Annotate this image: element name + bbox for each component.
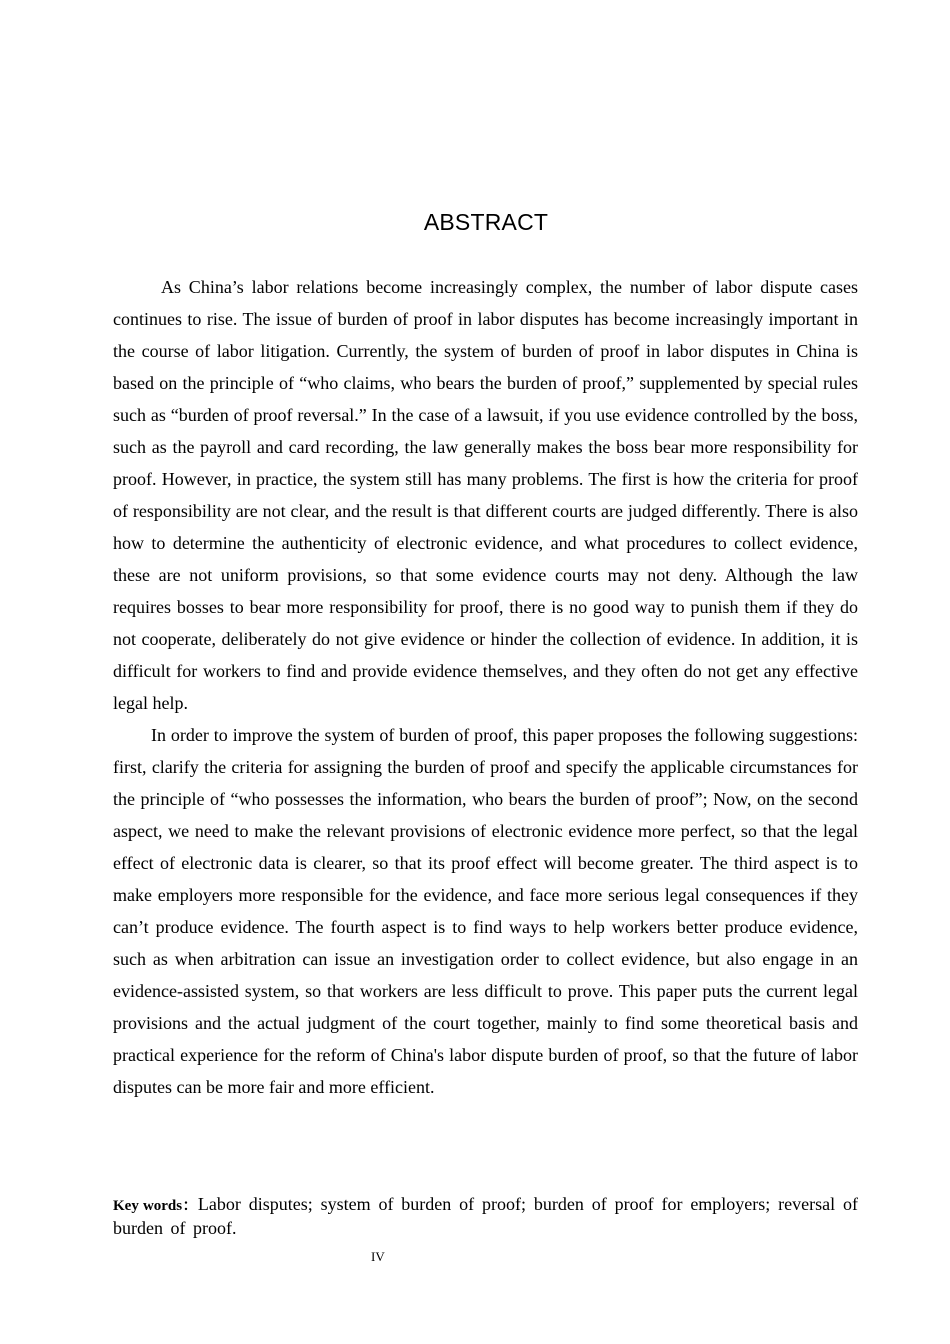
abstract-heading: ABSTRACT (423, 209, 549, 235)
keywords-text: Labor disputes; system of burden of proof; burden of proof for employers; reversal of burden of proof. (113, 1194, 858, 1238)
abstract-paragraph-2: In order to improve the system of burden of proof, this paper proposes the following suggestions: first, clarify the criteria for assigning the burden of proof and specify the applicable circumstances for the principle of “who possesses the information, who bears the burden of proof”; Now, on the second aspect, we need to make the relevant provisions of electronic evidence more perfect, so that the legal effect of electronic data is clearer, so that its proof effect will become greater. The third aspect is to make employers more responsible for the evidence, and face more serious legal consequences if they can’t produce evidence. The fourth aspect is to find ways to help workers better produce evidence, such as when arbitration can issue an investigation order to collect evidence, but also engage in an evidence-assisted system, so that workers are less difficult to prove. This paper puts the current legal provisions and the actual judgment of the court together, mainly to find some theoretical basis and practical experience for the reform of China's labor dispute burden of proof, so that the future of labor disputes can be more fair and more efficient. (113, 725, 858, 1097)
page-number: IV (371, 1249, 385, 1264)
keywords-line (113, 1193, 858, 1239)
keywords-label: Key words： (113, 1198, 198, 1214)
abstract-paragraph-1: As China’s labor relations become increasingly complex, the number of labor dispute cases continues to rise. The issue of burden of proof in labor disputes has become increasingly important in the course of labor litigation. Currently, the system of burden of proof in labor disputes in China is based on the principle of “who claims, who bears the burden of proof,” supplemented by special rules such as “burden of proof reversal.” In the case of a lawsuit, if you use evidence controlled by the boss, such as the payroll and card recording, the law generally makes the boss bear more responsibility for proof. However, in practice, the system still has many problems. The first is how the criteria for proof of responsibility are not clear, and the result is that different courts are judged differently. There is also how to determine the authenticity of electronic evidence, and what procedures to collect evidence, these are not uniform provisions, so that some evidence courts may not deny. Although the law requires bosses to bear more responsibility for proof, there is no good way to punish them if they do not cooperate, deliberately do not give evidence or hinder the collection of evidence. In addition, it is difficult for workers to find and provide evidence themselves, and they often do not get any effective legal help. (113, 277, 858, 713)
abstract-body (113, 271, 858, 1103)
